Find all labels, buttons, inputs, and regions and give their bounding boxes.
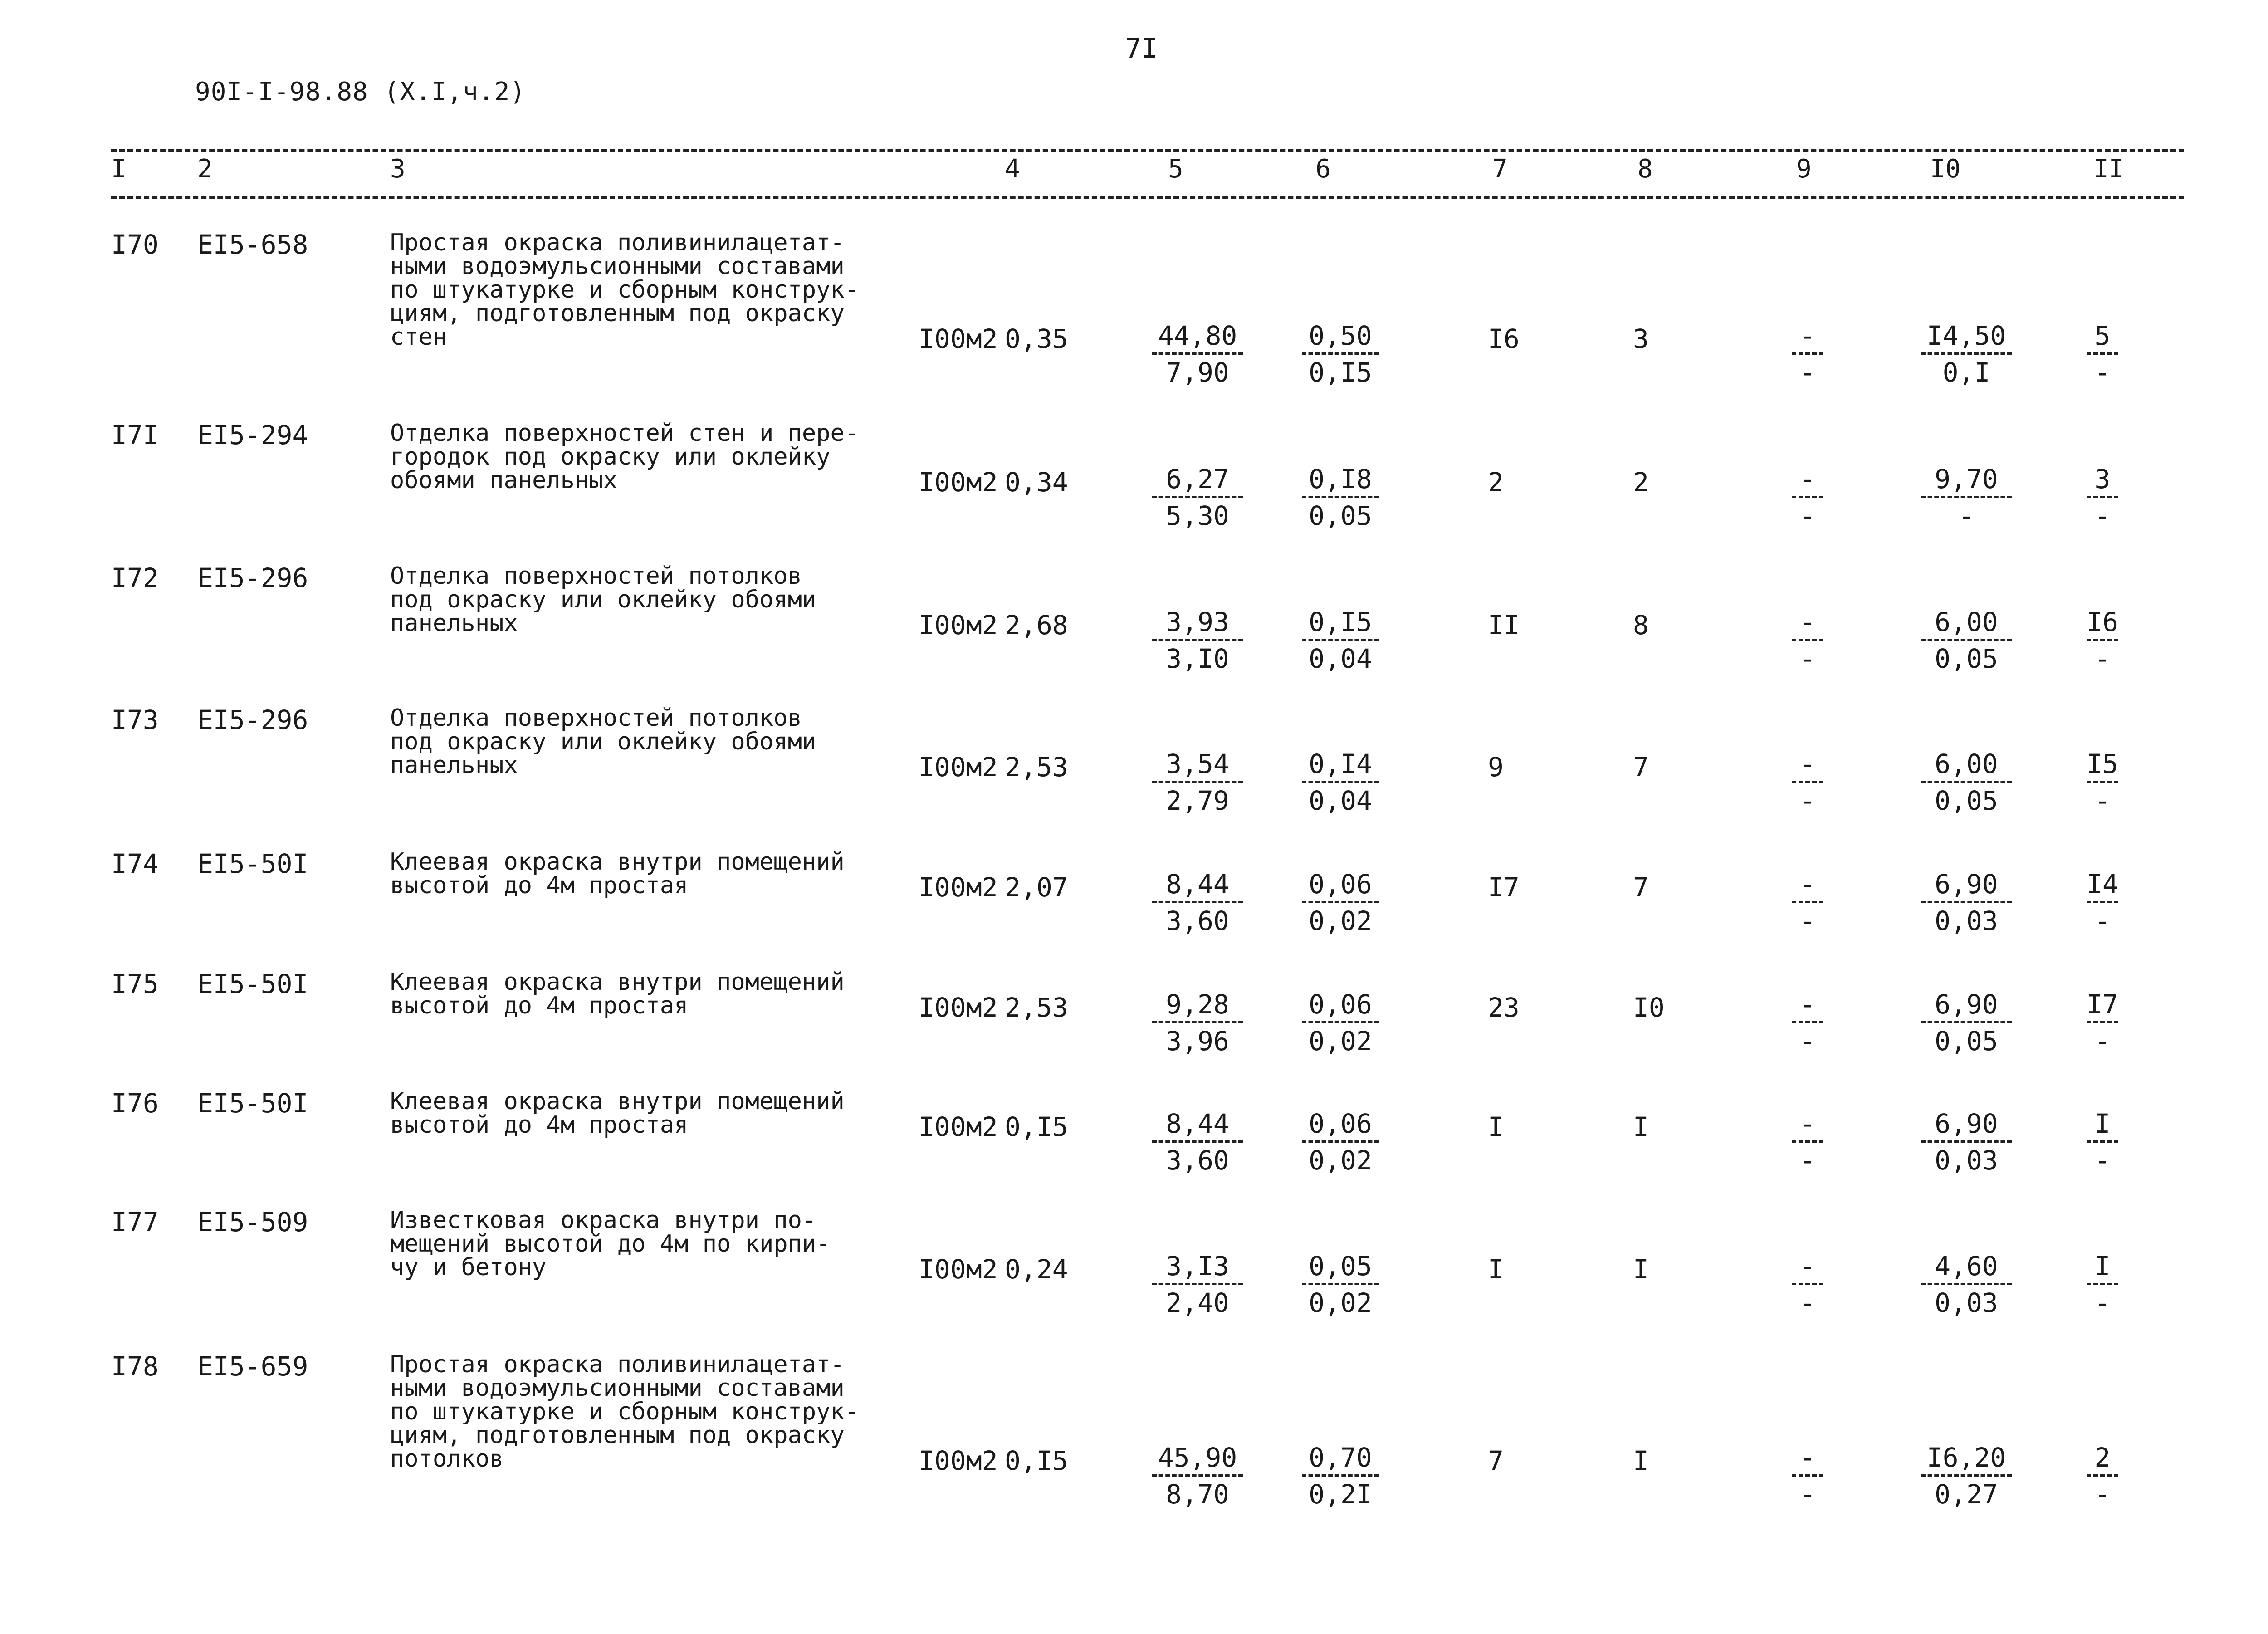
col5-value-top: 3,93 [1166,607,1229,637]
work-description: Отделка поверхностей стен и пере- городок под окраску или оклейку обоями панельных [390,420,859,494]
col10-value-divider [1921,901,2012,903]
col7-value: I7 [1488,872,1520,903]
col8-value: 3 [1633,323,1649,354]
col9-value-top: - [1799,1442,1816,1473]
col10-value-top: 6,00 [1935,749,1998,779]
col9-value-divider [1792,901,1823,903]
col11-value [2087,749,2118,816]
col5-value-top: 3,I3 [1166,1251,1229,1282]
col9-value [1792,869,1823,936]
col5-value-bottom: 3,96 [1166,1026,1229,1057]
col6-value [1302,607,1379,674]
col6-value-divider [1302,352,1379,355]
work-description: Простая окраска поливинилацетат- ными водоэмульсионными составами по штукатурке и сборным конструк- циям, подготовленным под окраску стен [390,229,859,351]
col9-value-bottom: - [1799,500,1816,531]
col10-value-bottom: 0,03 [1935,1145,1998,1176]
col5-value-top: 3,54 [1166,749,1229,779]
col6-value [1302,869,1379,936]
col6-value-bottom: 0,02 [1309,905,1372,936]
col9-value-top: - [1799,1251,1816,1282]
col5-value-divider [1152,1021,1243,1023]
col11-value [2087,989,2118,1056]
col11-value-top: I4 [2087,869,2118,900]
col11-value-bottom: - [2094,1287,2111,1318]
col11-value-top: I [2094,1251,2111,1282]
col8-value: I0 [1633,992,1665,1023]
col7-value: 23 [1488,992,1520,1023]
col6-value [1302,321,1379,387]
row-number: I74 [111,848,159,879]
col6-value-divider [1302,1021,1379,1023]
col11-value [2087,869,2118,936]
header-rule-bottom [111,196,2184,199]
column-number: 5 [1168,154,1183,184]
col11-value-bottom: - [2094,643,2111,674]
col9-value-bottom: - [1799,785,1816,816]
col10-value-divider [1921,639,2012,641]
col11-value [2087,1251,2118,1318]
col5-value-bottom: 5,30 [1166,500,1229,531]
col10-value-divider [1921,781,2012,783]
price-code: EI5-50I [197,848,308,879]
unit: I00м2 [919,992,998,1023]
col5-value-bottom: 3,60 [1166,1145,1229,1176]
col10-value-divider [1921,1021,2012,1023]
col11-value-bottom: - [2094,357,2111,388]
col7-value: I6 [1488,323,1520,354]
col9-value [1792,1109,1823,1175]
col9-value-bottom: - [1799,905,1816,936]
quantity: 0,34 [1005,467,1068,498]
col5-value-top: 44,80 [1158,320,1237,351]
col9-value [1792,464,1823,531]
row-number: I70 [111,229,159,260]
col6-value-bottom: 0,2I [1309,1479,1372,1510]
price-code: EI5-509 [197,1207,308,1238]
col6-value-top: 0,I4 [1309,749,1372,779]
price-code: EI5-50I [197,1088,308,1119]
col11-value-bottom: - [2094,785,2111,816]
col11-value [2087,1109,2118,1175]
unit: I00м2 [919,1445,998,1476]
col5-value-divider [1152,1140,1243,1143]
work-description: Клеевая окраска внутри помещений высотой до 4м простая [390,848,845,899]
col5-value [1152,869,1243,936]
col11-value [2087,1443,2118,1509]
unit: I00м2 [919,467,998,498]
col5-value [1152,1251,1243,1318]
col5-value-top: 45,90 [1158,1442,1237,1473]
col11-value-bottom: - [2094,1145,2111,1176]
col5-value-bottom: 2,79 [1166,785,1229,816]
col10-value-top: 6,90 [1935,1108,1998,1139]
col5-value [1152,989,1243,1056]
col9-value-bottom: - [1799,1287,1816,1318]
price-code: EI5-658 [197,229,308,260]
col9-value-bottom: - [1799,1479,1816,1510]
col5-value-divider [1152,1283,1243,1285]
col10-value-bottom: 0,05 [1935,785,1998,816]
col9-value-top: - [1799,607,1816,637]
col6-value-divider [1302,639,1379,641]
col5-value-top: 6,27 [1166,464,1229,494]
col10-value-top: I4,50 [1926,320,2006,351]
col10-value-top: 6,00 [1935,607,1998,637]
col10-value-top: 4,60 [1935,1251,1998,1282]
price-code: EI5-659 [197,1351,308,1382]
col11-value-divider [2087,781,2118,783]
col5-value-bottom: 3,I0 [1166,643,1229,674]
col5-value-top: 9,28 [1166,989,1229,1020]
col10-value [1921,1109,2012,1175]
row-number: I78 [111,1351,159,1382]
col5-value-bottom: 8,70 [1166,1479,1229,1510]
row-number: I73 [111,704,159,735]
col6-value-divider [1302,1474,1379,1477]
quantity: 2,68 [1005,610,1068,641]
page-number: 7I [1125,33,1158,64]
col9-value [1792,1443,1823,1509]
col9-value-bottom: - [1799,357,1816,388]
col9-value-bottom: - [1799,1026,1816,1057]
col5-value-divider [1152,352,1243,355]
col5-value-bottom: 7,90 [1166,357,1229,388]
col9-value-divider [1792,1021,1823,1023]
col11-value-divider [2087,639,2118,641]
col6-value [1302,1443,1379,1509]
price-code: EI5-294 [197,420,308,450]
col10-value-top: 6,90 [1935,869,1998,900]
column-number: 8 [1637,154,1653,184]
col9-value-divider [1792,1140,1823,1143]
col6-value-top: 0,I5 [1309,607,1372,637]
row-number: I7I [111,420,159,450]
col8-value: I [1633,1254,1649,1285]
document-code: 90I-I-98.88 (X.I,ч.2) [195,77,526,107]
col10-value-divider [1921,1474,2012,1477]
col9-value-bottom: - [1799,643,1816,674]
col10-value-bottom: - [1958,500,1975,531]
column-number: I [111,154,127,184]
col9-value-top: - [1799,320,1816,351]
col5-value [1152,1109,1243,1175]
work-description: Клеевая окраска внутри помещений высотой до 4м простая [390,969,845,1019]
col8-value: 8 [1633,610,1649,641]
col10-value [1921,869,2012,936]
col11-value [2087,321,2118,387]
col8-value: I [1633,1111,1649,1142]
unit: I00м2 [919,752,998,783]
col9-value-divider [1792,1474,1823,1477]
col6-value-divider [1302,496,1379,498]
col9-value-divider [1792,496,1823,498]
quantity: 0,35 [1005,323,1068,354]
col5-value [1152,321,1243,387]
col6-value-bottom: 0,02 [1309,1145,1372,1176]
col10-value-top: I6,20 [1926,1442,2006,1473]
col6-value-top: 0,I8 [1309,464,1372,494]
col7-value: 2 [1488,467,1504,498]
col6-value-bottom: 0,04 [1309,785,1372,816]
price-code: EI5-296 [197,704,308,735]
col8-value: I [1633,1445,1649,1476]
price-code: EI5-50I [197,969,308,999]
col10-value-bottom: 0,05 [1935,643,1998,674]
column-number: I0 [1930,154,1961,184]
col9-value-top: - [1799,1108,1816,1139]
unit: I00м2 [919,872,998,903]
col11-value-divider [2087,352,2118,355]
col6-value-divider [1302,901,1379,903]
quantity: 0,24 [1005,1254,1068,1285]
col7-value: I [1488,1254,1504,1285]
col5-value [1152,1443,1243,1509]
col10-value-bottom: 0,05 [1935,1026,1998,1057]
work-description: Отделка поверхностей потолков под окраску или оклейку обоями панельных [390,563,816,637]
col11-value-top: I5 [2087,749,2118,779]
quantity: 2,07 [1005,872,1068,903]
col6-value [1302,1251,1379,1318]
col11-value-top: I [2094,1108,2111,1139]
unit: I00м2 [919,610,998,641]
header-rule-top [111,149,2184,152]
col11-value-bottom: - [2094,500,2111,531]
col10-value [1921,607,2012,674]
col10-value [1921,749,2012,816]
col6-value-top: 0,06 [1309,1108,1372,1139]
col9-value [1792,1251,1823,1318]
col6-value-top: 0,05 [1309,1251,1372,1282]
unit: I00м2 [919,323,998,354]
col6-value-top: 0,06 [1309,989,1372,1020]
col9-value-divider [1792,1283,1823,1285]
col11-value-top: I6 [2087,607,2118,637]
col5-value-divider [1152,639,1243,641]
column-number: 9 [1796,154,1812,184]
col11-value-top: I7 [2087,989,2118,1020]
col9-value-divider [1792,352,1823,355]
col6-value-top: 0,06 [1309,869,1372,900]
col11-value [2087,464,2118,531]
col11-value-top: 2 [2094,1442,2111,1473]
col6-value-divider [1302,781,1379,783]
col8-value: 7 [1633,872,1649,903]
col6-value-bottom: 0,02 [1309,1026,1372,1057]
work-description: Простая окраска поливинилацетат- ными водоэмульсионными составами по штукатурке и сборным конструк- циям, подготовленным под окраску потолков [390,1351,859,1473]
col9-value [1792,607,1823,674]
col5-value [1152,749,1243,816]
col9-value-top: - [1799,869,1816,900]
col10-value-bottom: 0,03 [1935,1287,1998,1318]
col9-value-divider [1792,639,1823,641]
col10-value-top: 9,70 [1935,464,1998,494]
col11-value [2087,607,2118,674]
col7-value: II [1488,610,1520,641]
column-number: 3 [390,154,406,184]
work-description: Известковая окраска внутри по- мещений высотой до 4м по кирпи- чу и бетону [390,1207,831,1281]
row-number: I76 [111,1088,159,1119]
col11-value-top: 3 [2094,464,2111,494]
col10-value [1921,464,2012,531]
col9-value-bottom: - [1799,1145,1816,1176]
col6-value-bottom: 0,I5 [1309,357,1372,388]
col11-value-bottom: - [2094,905,2111,936]
col6-value-divider [1302,1140,1379,1143]
quantity: 0,I5 [1005,1111,1068,1142]
col10-value [1921,321,2012,387]
col10-value-divider [1921,496,2012,498]
unit: I00м2 [919,1254,998,1285]
col5-value-top: 8,44 [1166,1108,1229,1139]
col6-value [1302,749,1379,816]
work-description: Отделка поверхностей потолков под окраску или оклейку обоями панельных [390,704,816,779]
col10-value-bottom: 0,27 [1935,1479,1998,1510]
col6-value-bottom: 0,04 [1309,643,1372,674]
column-number: 6 [1315,154,1331,184]
col9-value [1792,749,1823,816]
quantity: 0,I5 [1005,1445,1068,1476]
col10-value [1921,1443,2012,1509]
quantity: 2,53 [1005,752,1068,783]
col10-value-bottom: 0,I [1942,357,1990,388]
col10-value [1921,989,2012,1056]
col10-value-bottom: 0,03 [1935,905,1998,936]
col9-value-top: - [1799,464,1816,494]
col11-value-bottom: - [2094,1479,2111,1510]
col10-value-divider [1921,1140,2012,1143]
row-number: I75 [111,969,159,999]
col6-value [1302,1109,1379,1175]
col5-value-divider [1152,496,1243,498]
col7-value: 7 [1488,1445,1504,1476]
col6-value-bottom: 0,05 [1309,500,1372,531]
col10-value-divider [1921,1283,2012,1285]
column-number: 7 [1492,154,1508,184]
work-description: Клеевая окраска внутри помещений высотой до 4м простая [390,1088,845,1139]
column-number: II [2093,154,2124,184]
col10-value-divider [1921,352,2012,355]
col9-value-top: - [1799,749,1816,779]
col11-value-divider [2087,1283,2118,1285]
col6-value [1302,464,1379,531]
col8-value: 7 [1633,752,1649,783]
col11-value-divider [2087,1021,2118,1023]
price-code: EI5-296 [197,563,308,593]
col11-value-divider [2087,1474,2118,1477]
col11-value-bottom: - [2094,1026,2111,1057]
col5-value [1152,464,1243,531]
col9-value [1792,321,1823,387]
col6-value [1302,989,1379,1056]
col5-value-divider [1152,1474,1243,1477]
col11-value-divider [2087,496,2118,498]
col11-value-top: 5 [2094,320,2111,351]
col6-value-bottom: 0,02 [1309,1287,1372,1318]
col5-value-bottom: 3,60 [1166,905,1229,936]
row-number: I72 [111,563,159,593]
col7-value: I [1488,1111,1504,1142]
col11-value-divider [2087,901,2118,903]
col9-value [1792,989,1823,1056]
col5-value-top: 8,44 [1166,869,1229,900]
column-number: 2 [197,154,213,184]
col7-value: 9 [1488,752,1504,783]
col5-value-bottom: 2,40 [1166,1287,1229,1318]
col5-value-divider [1152,781,1243,783]
col6-value-divider [1302,1283,1379,1285]
col8-value: 2 [1633,467,1649,498]
col9-value-top: - [1799,989,1816,1020]
column-number: 4 [1005,154,1020,184]
quantity: 2,53 [1005,992,1068,1023]
col5-value [1152,607,1243,674]
col11-value-divider [2087,1140,2118,1143]
col5-value-divider [1152,901,1243,903]
col6-value-top: 0,50 [1309,320,1372,351]
row-number: I77 [111,1207,159,1238]
col9-value-divider [1792,781,1823,783]
unit: I00м2 [919,1111,998,1142]
col10-value [1921,1251,2012,1318]
col10-value-top: 6,90 [1935,989,1998,1020]
col6-value-top: 0,70 [1309,1442,1372,1473]
